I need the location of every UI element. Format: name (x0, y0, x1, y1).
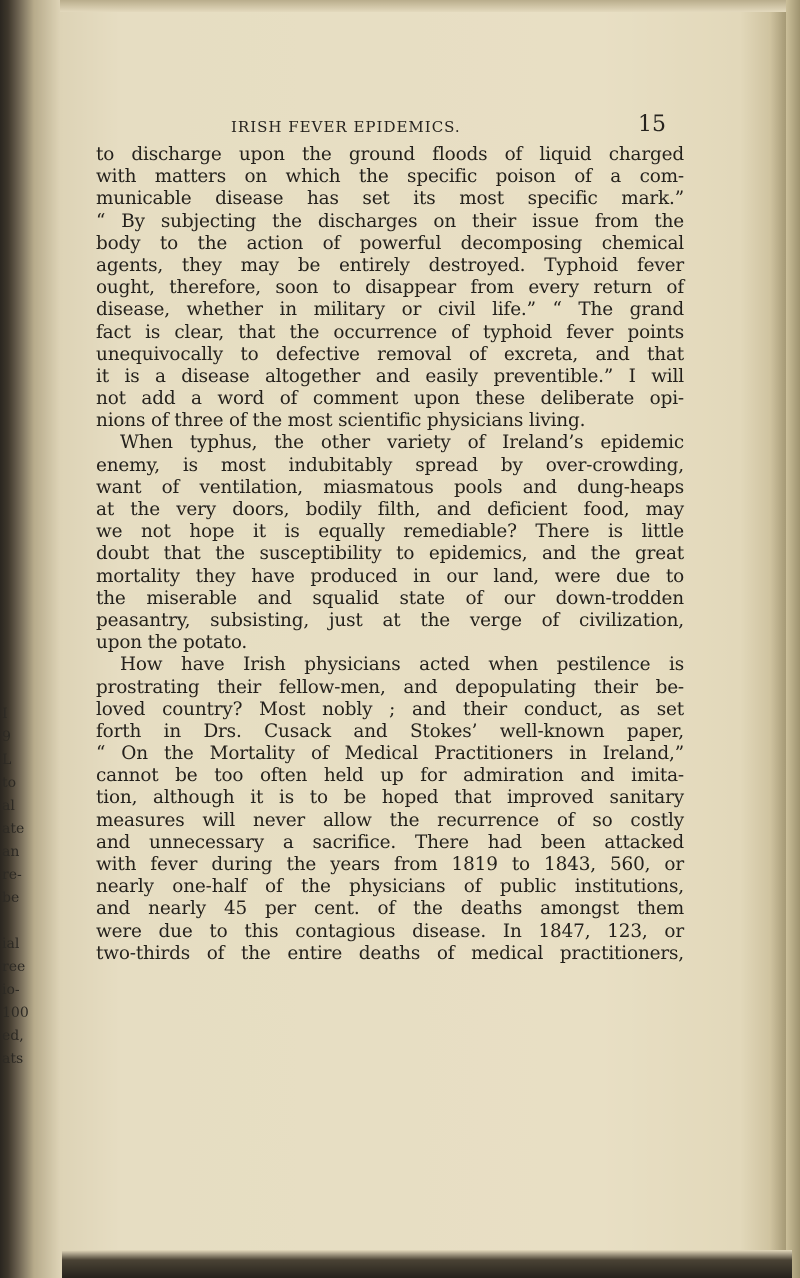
margin-fragment: ate (2, 821, 25, 837)
text-line: unequivocally to defective removal of excreta, and that (96, 343, 684, 365)
text-line: with matters on which the specific poison of a com- (96, 166, 684, 188)
running-head: IRISH FEVER EPIDEMICS. (231, 118, 461, 136)
book-spine (0, 0, 58, 1278)
text-line: cannot be too often held up for admiration and imita- (96, 765, 684, 787)
text-line: mortality they have produced in our land, were due to (96, 565, 684, 587)
body-text (96, 144, 684, 965)
text-line: peasantry, subsisting, just at the verge of civilization, (96, 609, 684, 631)
margin-fragment: L (2, 752, 12, 768)
text-line: forth in Drs. Cusack and Stokes’ well-known paper, (96, 720, 684, 742)
text-line: nearly one-half of the physicians of public institutions, (96, 876, 684, 898)
text-line: at the very doors, bodily filth, and deficient food, may (96, 499, 684, 520)
margin-fragment: ats (2, 1051, 24, 1067)
margin-fragment: be (2, 890, 20, 906)
text-line: ought, therefore, soon to disappear from every return of (96, 277, 684, 299)
text-line: fact is clear, that the occurrence of typhoid fever points (96, 321, 684, 343)
text-line: “ On the Mortality of Medical Practitioners in Ireland,” (96, 743, 684, 765)
text-line: not add a word of comment upon these deliberate opi- (96, 388, 684, 410)
text-line: want of ventilation, miasmatous pools and dung-heaps (96, 476, 684, 498)
text-line: loved country? Most nobly ; and their conduct, as set (96, 698, 684, 720)
margin-fragment: ed, (2, 1028, 24, 1044)
text-line: with fever during the years from 1819 to 1843, 560, or (96, 854, 684, 875)
text-line: agents, they may be entirely destroyed. Typhoid fever (96, 254, 684, 276)
page-right-edge (786, 0, 800, 1278)
margin-fragment: ial (2, 936, 20, 952)
text-line: and nearly 45 per cent. of the deaths amongst them (96, 898, 684, 920)
text-line: to discharge upon the ground floods of liquid charged (96, 144, 684, 165)
text-line: disease, whether in military or civil life.” “ The grand (96, 299, 684, 321)
text-line: When typhus, the other variety of Ireland’s epidemic (120, 432, 684, 454)
text-line: enemy, is most indubitably spread by over-crowding, (96, 454, 684, 476)
margin-fragment: al (2, 798, 15, 814)
page-number: 15 (638, 112, 666, 137)
margin-fragment: 100 (2, 1005, 29, 1021)
margin-fragment: re- (2, 867, 22, 883)
page-bottom-shadow (62, 1250, 792, 1278)
margin-fragment: to (2, 775, 17, 791)
text-line: were due to this contagious disease. In 1847, 123, or (96, 920, 684, 942)
text-line: the miserable and squalid state of our down-trodden (96, 587, 684, 609)
text-line: upon the potato. (96, 632, 248, 654)
text-line: nions of three of the most scientific physicians living. (96, 410, 586, 432)
text-line: we not hope it is equally remediable? There is little (96, 521, 684, 543)
text-line: two-thirds of the entire deaths of medical practitioners, (96, 942, 684, 964)
text-line: “ By subjecting the discharges on their issue from the (96, 210, 684, 232)
text-line: body to the action of powerful decomposing chemical (96, 232, 684, 254)
margin-fragment: io- (2, 982, 20, 998)
text-line: doubt that the susceptibility to epidemics, and the great (96, 543, 684, 565)
margin-fragment: I (2, 706, 8, 722)
text-line: and unnecessary a sacrifice. There had been attacked (96, 831, 684, 853)
page-top-edge (60, 0, 800, 12)
text-line: municable disease has set its most specific mark.” (96, 188, 684, 210)
text-line: measures will never allow the recurrence of so costly (96, 809, 684, 831)
text-line: How have Irish physicians acted when pestilence is (120, 654, 684, 676)
margin-fragment: an (2, 844, 20, 860)
margin-fragment: 9 (2, 729, 11, 745)
text-line: it is a disease altogether and easily preventible.” I will (96, 365, 684, 387)
text-line: tion, although it is to be hoped that improved sanitary (96, 787, 684, 809)
page-header (96, 110, 696, 138)
text-line: prostrating their fellow-men, and depopulating their be- (96, 676, 684, 698)
margin-fragment: ree (2, 959, 26, 975)
